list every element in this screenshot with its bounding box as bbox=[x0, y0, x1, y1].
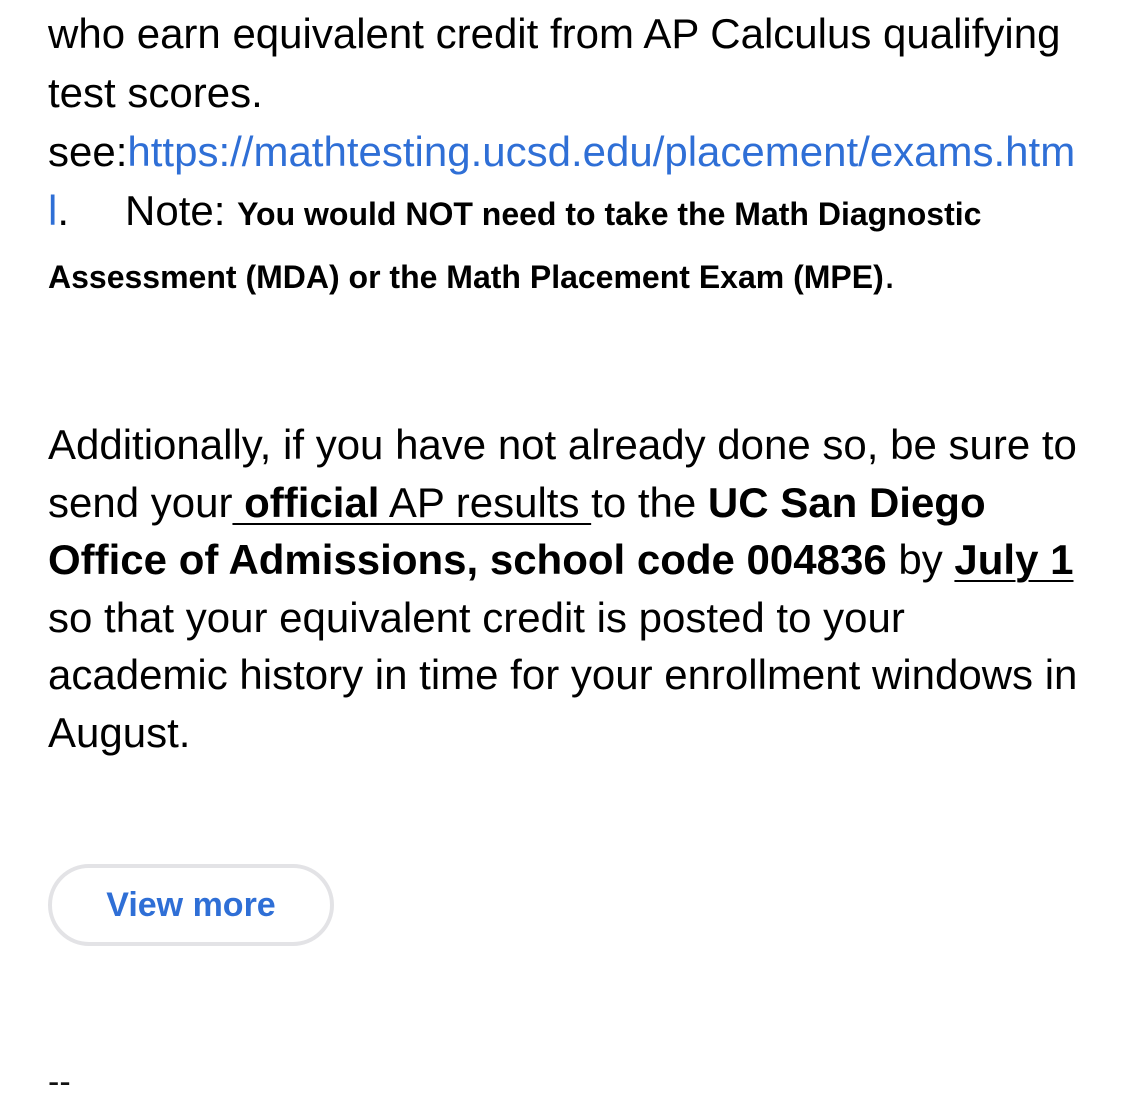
deadline-date: July 1 bbox=[954, 536, 1074, 583]
official-text: official bbox=[232, 478, 380, 526]
signature-separator: -- bbox=[48, 1063, 71, 1101]
note-label: Note: bbox=[125, 187, 238, 234]
ap-results-text: AP results bbox=[379, 478, 592, 526]
by-text: by bbox=[886, 536, 955, 583]
view-more-button[interactable]: View more bbox=[48, 864, 334, 946]
to-the-text: to the bbox=[591, 478, 708, 526]
admissions-office-text: UC San Diego Office of Admissions, school code 004836 bbox=[48, 478, 986, 583]
credit-posted-text: so that your equivalent credit is posted to your academic history in time for your enrollment windows in August. bbox=[48, 593, 1078, 756]
mathtesting-link[interactable]: https://mathtesting.ucsd.edu/placement/exams.html bbox=[48, 128, 1076, 234]
note-end: . bbox=[883, 250, 896, 297]
see-prefix: see: bbox=[48, 128, 128, 175]
link-period: . bbox=[57, 187, 70, 234]
additionally-text: Additionally, if you have not already done so, be sure to send your bbox=[48, 421, 1077, 526]
paragraph-math-credit bbox=[48, 0, 1078, 307]
note-bold-text: You would NOT need to take the Math Diagnostic Assessment (MDA) or the Math Placement Exam (MPE) bbox=[48, 196, 982, 295]
email-body bbox=[48, 0, 1078, 756]
intro-text: who earn equivalent credit from AP Calculus qualifying test scores. bbox=[48, 10, 1061, 116]
paragraph-ap-results bbox=[48, 416, 1078, 761]
